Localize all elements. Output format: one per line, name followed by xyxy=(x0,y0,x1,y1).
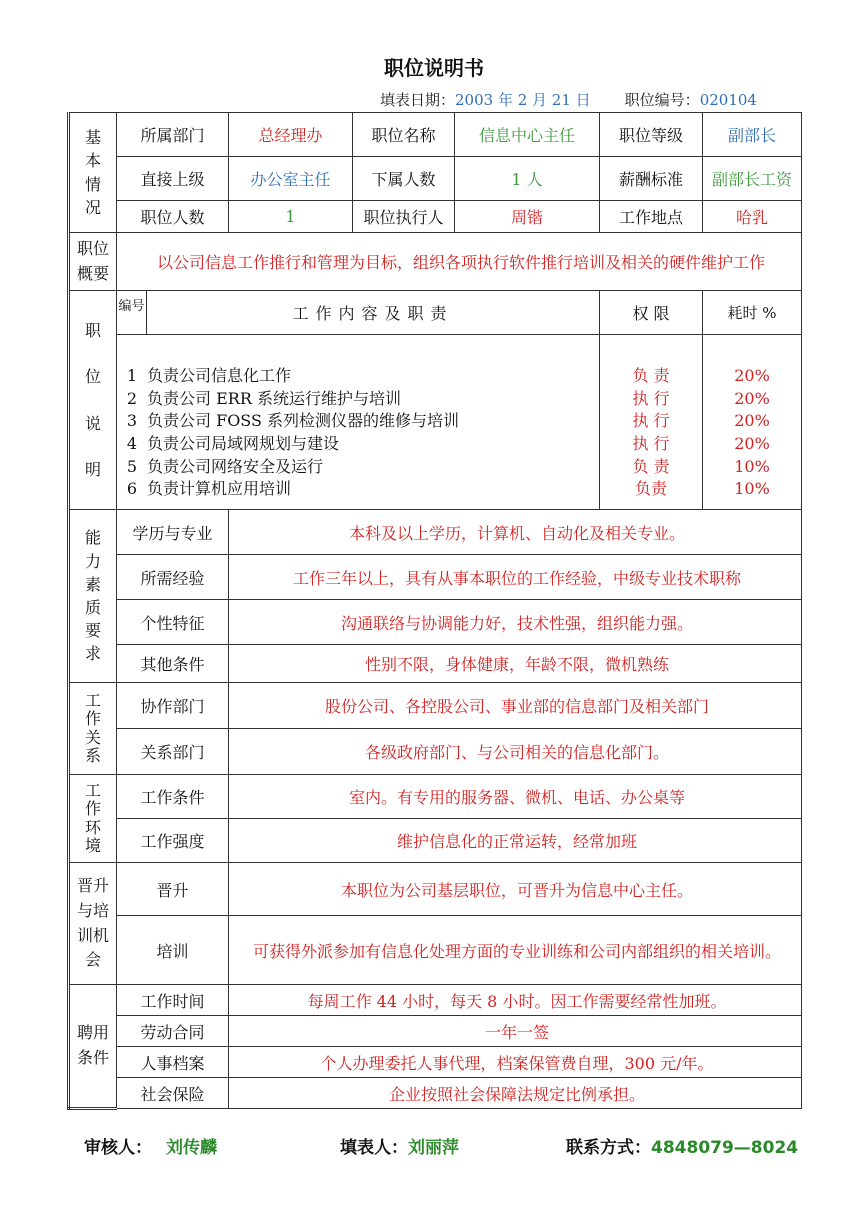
field-label: 职位等级 xyxy=(600,113,703,157)
field-value: 可获得外派参加有信息化处理方面的专业训练和公司内部组织的相关培训。 xyxy=(229,916,802,985)
section-ability: 能 力 素 质 要 求 xyxy=(69,510,117,683)
duty-time-list: 20% 20% 20% 20% 10% 10% xyxy=(703,335,802,510)
field-label: 人事档案 xyxy=(117,1047,229,1078)
form-meta xyxy=(380,89,757,110)
code-label: 职位编号： xyxy=(624,91,700,109)
page-title: 职位说明书 xyxy=(384,56,484,80)
field-value: 副部长 xyxy=(703,113,802,157)
field-value: 室内。有专用的服务器、微机、电话、办公桌等 xyxy=(229,775,802,819)
field-value: 副部长工资 xyxy=(703,157,802,201)
field-value: 企业按照社会保障法规定比例承担。 xyxy=(229,1078,802,1109)
duty-item: 2 负责公司 ERR 系统运行维护与培训 xyxy=(126,388,401,408)
section-basic-info: 基 本 情 况 xyxy=(69,113,117,233)
field-value: 办公室主任 xyxy=(229,157,353,201)
job-description-table xyxy=(67,112,802,1110)
field-value: 工作三年以上，具有从事本职位的工作经验，中级专业技术职称 xyxy=(229,555,802,600)
duty-authority-list: 负 责 执 行 执 行 执 行 负 责 负责 xyxy=(600,335,703,510)
contact xyxy=(566,1133,798,1158)
field-label: 工作条件 xyxy=(117,775,229,819)
field-value: 1 人 xyxy=(455,157,600,201)
field-label: 工作强度 xyxy=(117,819,229,863)
field-value: 维护信息化的正常运转，经常加班 xyxy=(229,819,802,863)
section-employment: 聘用 条件 xyxy=(69,985,117,1109)
duty-time-header: 耗时 % xyxy=(703,291,802,335)
field-label: 关系部门 xyxy=(117,729,229,775)
field-value: 周锴 xyxy=(455,201,600,233)
duty-item: 5 负责公司网络安全及运行 xyxy=(126,456,324,476)
field-value: 一年一签 xyxy=(229,1016,802,1047)
field-label: 职位人数 xyxy=(117,201,229,233)
field-value: 本科及以上学历，计算机、自动化及相关专业。 xyxy=(229,510,802,555)
reviewer xyxy=(84,1133,217,1158)
field-label: 其他条件 xyxy=(117,645,229,683)
duty-item: 3 负责公司 FOSS 系列检测仪器的维修与培训 xyxy=(126,411,460,431)
field-label: 职位名称 xyxy=(353,113,455,157)
field-value: 信息中心主任 xyxy=(455,113,600,157)
field-value: 1 xyxy=(229,201,353,233)
field-label: 个性特征 xyxy=(117,600,229,645)
field-value: 本职位为公司基层职位，可晋升为信息中心主任。 xyxy=(229,863,802,916)
code-value: 020104 xyxy=(699,91,757,109)
date-value: 2003 年 2 月 21 日 xyxy=(455,91,591,109)
field-label: 学历与专业 xyxy=(117,510,229,555)
field-label: 工作地点 xyxy=(600,201,703,233)
section-environment: 工 作 环 境 xyxy=(69,775,117,863)
field-value: 哈乳 xyxy=(703,201,802,233)
field-label: 工作时间 xyxy=(117,985,229,1016)
duty-item: 6 负责计算机应用培训 xyxy=(126,479,292,499)
filler-name: 刘丽萍 xyxy=(408,1138,459,1158)
section-relations: 工 作 关 系 xyxy=(69,683,117,775)
contact-label: 联系方式： xyxy=(566,1138,651,1158)
filler-label: 填表人： xyxy=(340,1138,408,1158)
field-label: 协作部门 xyxy=(117,683,229,729)
field-value: 个人办理委托人事代理，档案保管费自理，300 元/年。 xyxy=(229,1047,802,1078)
field-value: 每周工作 44 小时，每天 8 小时。因工作需要经常性加班。 xyxy=(229,985,802,1016)
field-label: 劳动合同 xyxy=(117,1016,229,1047)
field-label: 所需经验 xyxy=(117,555,229,600)
duty-item: 1 负责公司信息化工作 xyxy=(126,365,292,385)
field-value: 股份公司、各控股公司、事业部的信息部门及相关部门 xyxy=(229,683,802,729)
field-value: 各级政府部门、与公司相关的信息化部门。 xyxy=(229,729,802,775)
field-label: 晋升 xyxy=(117,863,229,916)
field-label: 下属人数 xyxy=(353,157,455,201)
field-label: 培训 xyxy=(117,916,229,985)
field-value: 性别不限，身体健康，年龄不限，微机熟练 xyxy=(229,645,802,683)
date-label: 填表日期： xyxy=(380,91,456,109)
reviewer-name: 刘传麟 xyxy=(166,1138,217,1158)
field-label: 职位执行人 xyxy=(353,201,455,233)
duty-no-header: 编号 xyxy=(117,291,147,335)
field-label: 所属部门 xyxy=(117,113,229,157)
field-label: 社会保险 xyxy=(117,1078,229,1109)
field-label: 直接上级 xyxy=(117,157,229,201)
duty-item: 4 负责公司局域网规划与建设 xyxy=(126,434,340,453)
filler xyxy=(340,1133,459,1158)
duty-content-header: 工作内容及职责 xyxy=(147,291,600,335)
section-promotion: 晋升 与培 训机 会 xyxy=(69,863,117,985)
field-value: 沟通联络与协调能力好，技术性强，组织能力强。 xyxy=(229,600,802,645)
field-value: 总经理办 xyxy=(229,113,353,157)
field-label: 薪酬标准 xyxy=(600,157,703,201)
reviewer-label: 审核人： xyxy=(84,1138,152,1158)
section-duties: 职 位 说 明 xyxy=(69,291,117,510)
summary-text: 以公司信息工作推行和管理为目标，组织各项执行软件推行培训及相关的硬件维护工作 xyxy=(117,233,802,291)
contact-value: 4848079—8024 xyxy=(651,1138,799,1158)
duty-list xyxy=(117,335,600,510)
duty-authority-header: 权 限 xyxy=(600,291,703,335)
section-summary: 职位 概要 xyxy=(69,233,117,291)
